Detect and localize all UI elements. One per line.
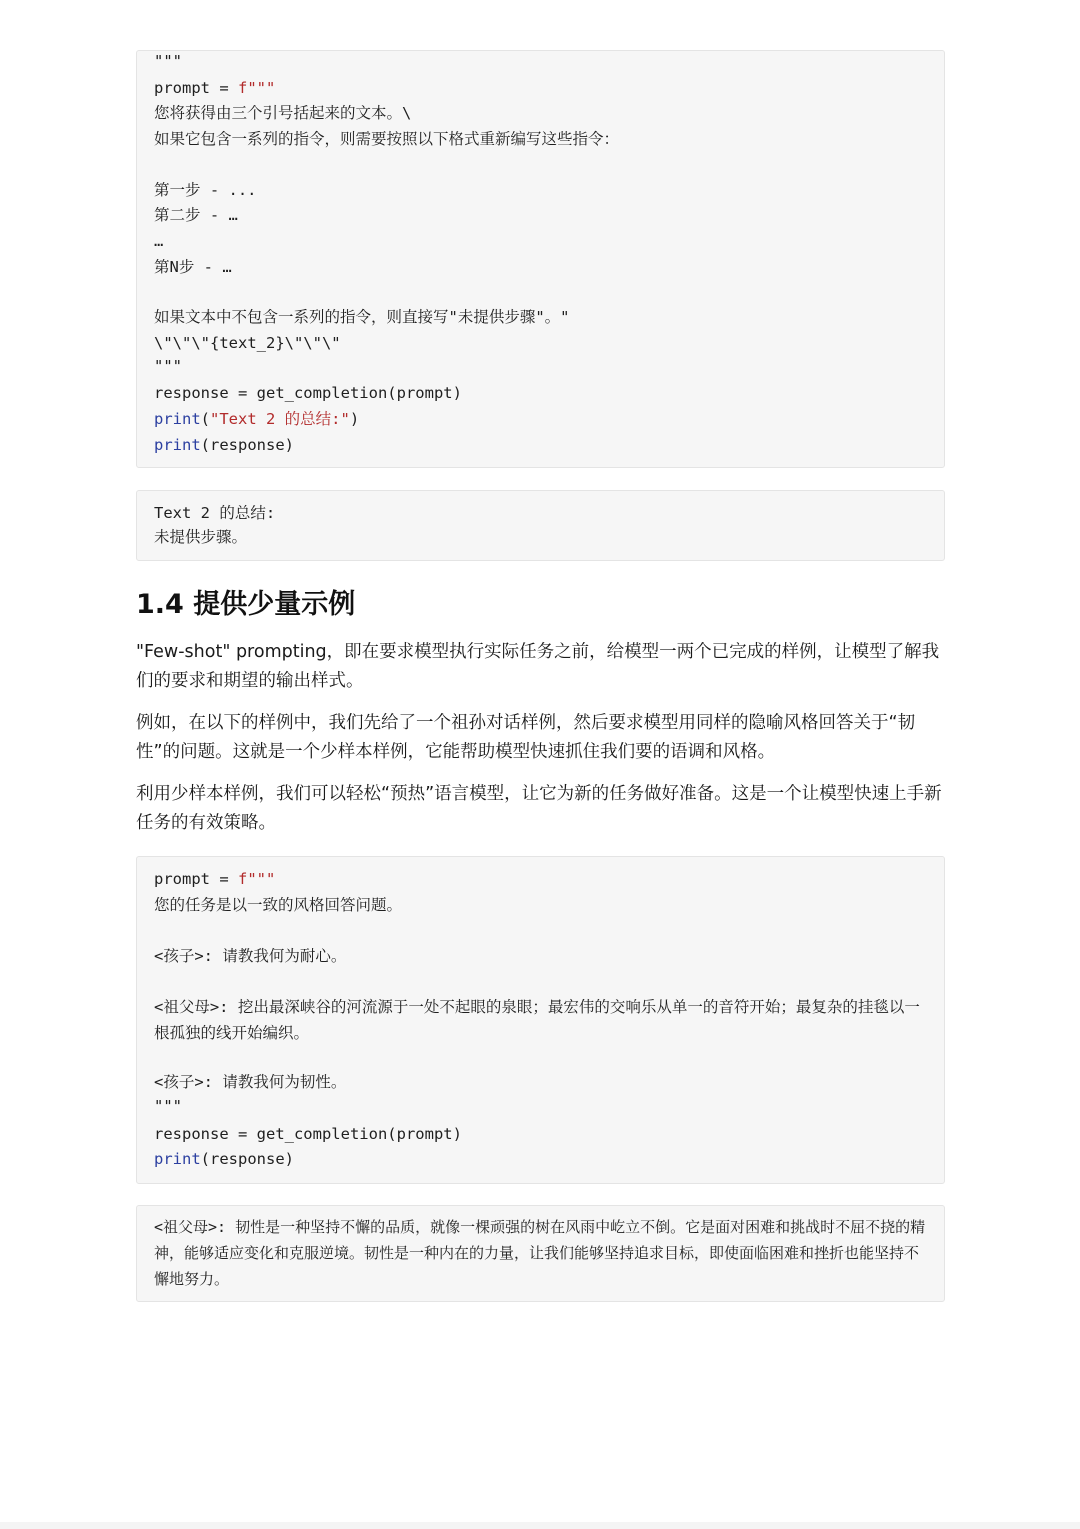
code-line: 您将获得由三个引号括起来的文本。\ [154,104,412,122]
code-line [154,409,359,429]
code-line [154,435,294,455]
output-line: 未提供步骤。 [154,528,248,546]
section-heading: 1.4 提供少量示例 [136,589,356,620]
code-line: 如果它包含一系列的指令，则需要按照以下格式重新编写这些指令： [154,130,620,148]
code-line: response = get_completion(prompt) [154,1125,462,1143]
code-line: <祖父母>: 挖出最深峡谷的河流源于一处不起眼的泉眼；最宏伟的交响乐从单一的音符开始；最复杂的挂毯以一根孤独的线开始编织。 [154,998,920,1042]
code-line: """ [154,357,182,375]
code-token: (response) [200,436,294,454]
code-line: 第N步 - … [154,258,232,276]
code-line: 如果文本中不包含一系列的指令，则直接写"未提供步骤"。" [154,308,570,326]
code-line: 您的任务是以一致的风格回答问题。 [154,896,403,914]
code-string: f""" [238,79,276,97]
code-line: """ [154,1097,182,1115]
code-token: ) [349,410,360,428]
paragraph-strategy: 利用少样本样例，我们可以轻松“预热”语言模型，让它为新的任务做好准备。这是一个让模型快速上手新任务的有效策略。 [136,784,942,833]
code-token: (response) [200,1150,294,1168]
output-text: <祖父母>: 韧性是一种坚持不懈的品质，就像一棵顽强的树在风雨中屹立不倒。它是面对困难和挑战时不屈不挠的精神，能够适应变化和克服逆境。韧性是一种内在的力量，让我们能够坚持追求目标，即使面临困难和挫折也能坚持不懈地努力。 [154,1218,926,1288]
paragraph-intro: "Few-shot" prompting，即在要求模型执行实际任务之前，给模型一两个已完成的样例，让模型了解我们的要求和期望的输出样式。 [136,642,940,691]
paragraph-example: 例如，在以下的样例中，我们先给了一个祖孙对话样例，然后要求模型用同样的隐喻风格回答关于“韧性”的问题。这就是一个少样本样例，它能帮助模型快速抓住我们要的语调和风格。 [136,713,916,762]
code-keyword: print [154,410,201,428]
code-line [154,78,275,98]
code-token: prompt = [154,79,238,97]
code-line: \"\"\"{text_2}\"\"\" [154,334,341,352]
code-block-instructions [136,50,945,468]
code-token: ( [200,410,211,428]
code-line: 第二步 - … [154,206,238,224]
code-line [154,869,275,889]
code-line [154,1149,294,1169]
code-token: prompt = [154,870,238,888]
code-string: "Text 2 的总结:" [210,410,350,428]
code-line: 第一步 - ... [154,181,257,199]
code-line: response = get_completion(prompt) [154,384,462,402]
code-line: <孩子>: 请教我何为韧性。 [154,1073,347,1091]
page-bottom-edge [0,1522,1080,1529]
code-line: """ [154,52,182,70]
output-line: Text 2 的总结: [154,504,276,522]
code-string: f""" [238,870,276,888]
output-block-1 [136,490,945,561]
code-block-few-shot [136,856,945,1184]
code-line: … [154,232,164,250]
code-keyword: print [154,436,201,454]
code-line: <孩子>: 请教我何为耐心。 [154,947,347,965]
code-keyword: print [154,1150,201,1168]
output-block-2 [136,1205,945,1302]
